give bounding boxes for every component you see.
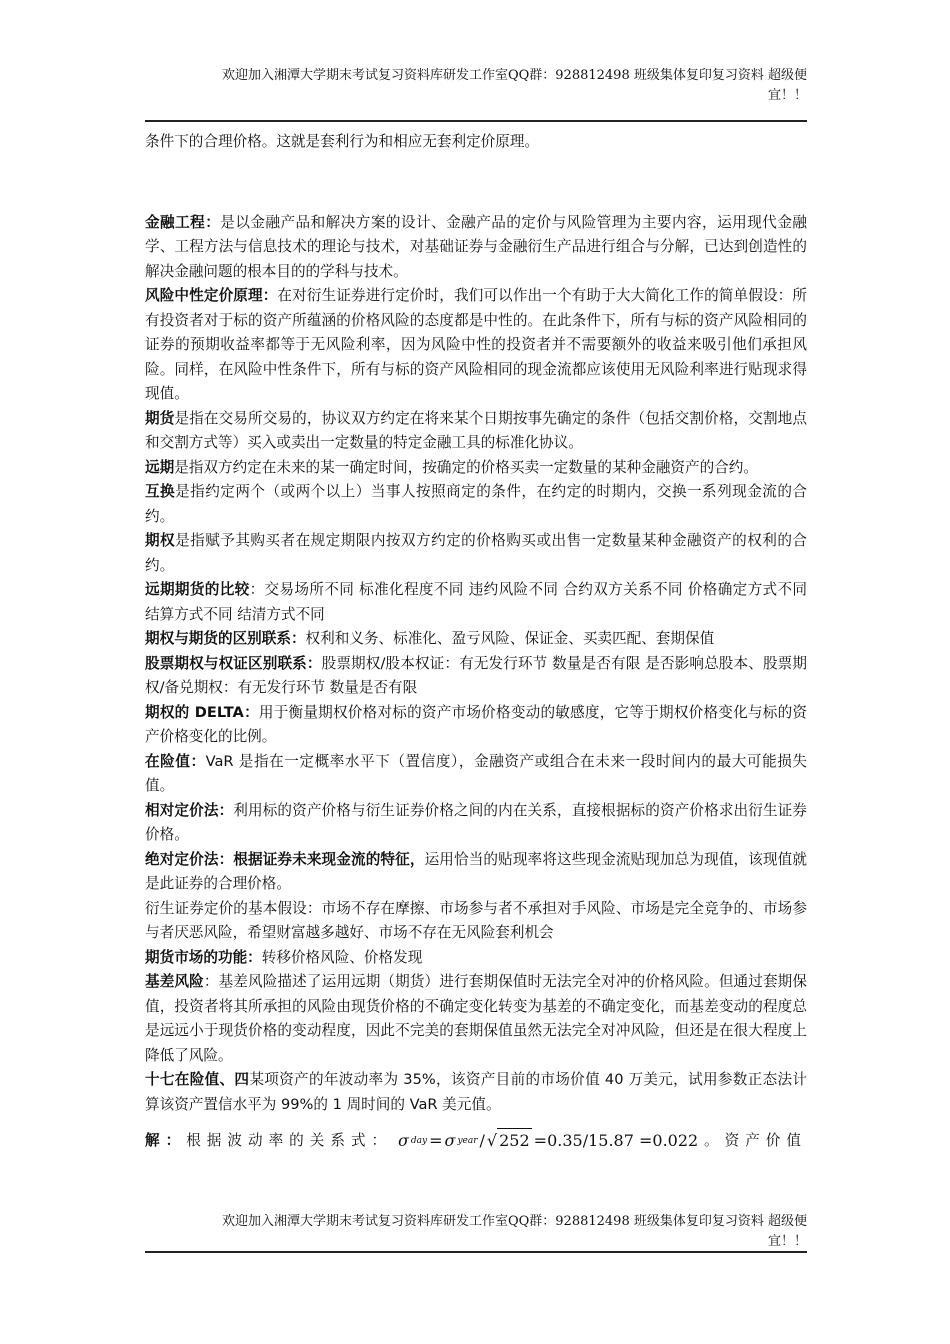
definition-term: 风险中性定价原理： — [145, 287, 278, 304]
definition-entry — [145, 799, 807, 848]
definition-text: VaR 是指在一定概率水平下（置信度），金融资产或组合在未来一段时间内的最大可能损失值。 — [145, 752, 807, 794]
definition-term: 期权与期货的区别联系： — [145, 630, 306, 647]
page-header — [175, 66, 807, 106]
definition-term: 远期 — [145, 458, 175, 476]
definition-text: 衍生证券定价的基本假设：市场不存在摩擦、市场参与者不承担对手风险、市场是完全竞争的、市场参与者厌恶风险，希望财富越多越好、市场不存在无风险套利机会 — [145, 899, 807, 941]
definition-entry — [145, 407, 807, 456]
definition-text: 用于衡量期权价格对标的资产市场价格变动的敏感度，它等于期权价格变化与标的资产价格变化的比例。 — [145, 703, 807, 745]
volatility-formula: σ day = σ year / √ 252 =0.35/15.87 =0.022 — [398, 1128, 698, 1154]
definition-term: 基差风险 — [145, 973, 204, 990]
definition-text: 是指在交易所交易的，协议双方约定在将来某个日期按事先确定的条件（包括交割价格，交割地点和交割方式等）买入或卖出一定数量的特定金融工具的标准化协议。 — [145, 409, 807, 451]
definition-term: 期货 — [145, 409, 175, 427]
definition-text: 在对衍生证券进行定价时，我们可以作出一个有助于大大简化工作的简单假设：所有投资者对于标的资产所蕴涵的价格风险的态度都是中性的。在此条件下，所有与标的资产风险相同的证券的预期收益率都等于无风险利率，因为风险中性的投资者并不需要额外的收益来吸引他们承担风险。同样，在风险中性条件下，所有与标的资产风险相同的现金流都应该使用无风险利率进行贴现求得现值。 — [145, 287, 807, 402]
definition-text: 股票期权/股本权证：有无发行环节 数量是否有限 是否影响总股本、股票期权/备兑期权：有无发行环节 数量是否有限 — [145, 654, 807, 696]
definition-text: 是指约定两个（或两个以上）当事人按照商定的条件，在约定的时期内，交换一系列现金流的合约。 — [145, 483, 807, 525]
definition-entry — [145, 652, 807, 701]
definition-term: 在险值： — [145, 752, 206, 770]
footer-rule — [145, 1251, 807, 1253]
definition-entry — [145, 750, 807, 799]
definition-entry — [145, 456, 807, 481]
definition-entry — [145, 578, 807, 627]
definition-entry — [145, 529, 807, 578]
definition-text: 权利和义务、标准化、盈亏风险、保证金、买卖匹配、套期保值 — [305, 630, 715, 647]
definition-term: 金融工程： — [145, 213, 221, 231]
definition-text: 是指赋予其购买者在规定期限内按双方约定的价格购买或出售一定数量某种金融资产的权利的合约。 — [145, 532, 807, 574]
intro-paragraph: 条件下的合理价格。这就是套利行为和相应无套利定价原理。 — [145, 133, 540, 150]
definition-term: 互换 — [145, 483, 176, 500]
definition-entry — [145, 627, 807, 652]
solution-tail: 。资产价值 — [704, 1131, 807, 1149]
definition-entry — [145, 284, 807, 407]
definition-entry — [145, 1068, 807, 1117]
solution-label: 解：根据波动率的关系式： — [145, 1131, 393, 1149]
definition-text: ：交易场所不同 标准化程度不同 违约风险不同 合约双方关系不同 价格确定方式不同 结算方式不同 结清方式不同 — [145, 581, 807, 623]
definition-term: 期货市场的功能： — [145, 948, 262, 966]
header-line-2: 宜！！ — [767, 88, 807, 103]
footer-line-2: 宜！！ — [767, 1234, 807, 1249]
definition-term: 绝对定价法：根据证券未来现金流的特征， — [145, 850, 425, 868]
definition-entry — [145, 848, 807, 897]
definition-list — [145, 211, 807, 1118]
footer-line-1: 欢迎加入湘潭大学期末考试复习资料库研发工作室QQ群：928812498 班级集体复印复习资料 超级便 — [221, 1214, 807, 1229]
header-rule — [145, 120, 807, 122]
definition-entry — [145, 970, 807, 1068]
definition-entry — [145, 211, 807, 285]
definition-entry — [145, 480, 807, 529]
definition-term: 相对定价法： — [145, 801, 234, 819]
definition-text: ：基差风险描述了运用远期（期货）进行套期保值时无法完全对冲的价格风险。但通过套期保值，投资者将其所承担的风险由现货价格的不确定变化转变为基差的不确定变化，而基差变动的程度总是远远小于现货价格的变动程度，因此不完美的套期保值虽然无法完全对冲风险，但还是在很大程度上降低了风险。 — [145, 973, 807, 1064]
paragraph-gap — [145, 155, 807, 211]
definition-text: 某项资产的年波动率为 35%，该资产目前的市场价值 40 万美元，试用参数正态法计算该资产置信水平为 99%的 1 周时间的 VaR 美元值。 — [145, 1071, 807, 1113]
definition-term: 股票期权与权证区别联系： — [145, 654, 322, 672]
definition-text: 利用标的资产价格与衍生证券价格之间的内在关系，直接根据标的资产价格求出衍生证券价格。 — [145, 801, 807, 843]
definition-entry — [145, 701, 807, 750]
definition-term: 期权 — [145, 532, 176, 549]
definition-text: 运用恰当的贴现率将这些现金流贴现加总为现值，该现值就是此证券的合理价格。 — [145, 850, 807, 892]
page-footer — [175, 1212, 807, 1252]
square-root: √ 252 — [487, 1128, 532, 1154]
definition-entry — [145, 946, 807, 971]
definition-term: 期权的 DELTA： — [145, 703, 259, 721]
definition-term: 远期期货的比较 — [145, 581, 250, 598]
definition-term: 十七在险值、四 — [145, 1071, 250, 1088]
solution-line — [145, 1117, 807, 1153]
definition-text: 转移价格风险、价格发现 — [261, 948, 423, 966]
definition-text: 是指双方约定在未来的某一确定时间，按确定的价格买卖一定数量的某种金融资产的合约。 — [174, 458, 758, 476]
definition-text: 是以金融产品和解决方案的设计、金融产品的定价与风险管理为主要内容，运用现代金融学、工程方法与信息技术的理论与技术，对基础证券与金融衍生产品进行组合与分解，已达到创造性的解决金融问题的根本目的的学科与技术。 — [145, 213, 807, 280]
document-body — [145, 130, 807, 1153]
definition-entry — [145, 897, 807, 946]
header-line-1: 欢迎加入湘潭大学期末考试复习资料库研发工作室QQ群：928812498 班级集体复印复习资料 超级便 — [221, 68, 807, 83]
